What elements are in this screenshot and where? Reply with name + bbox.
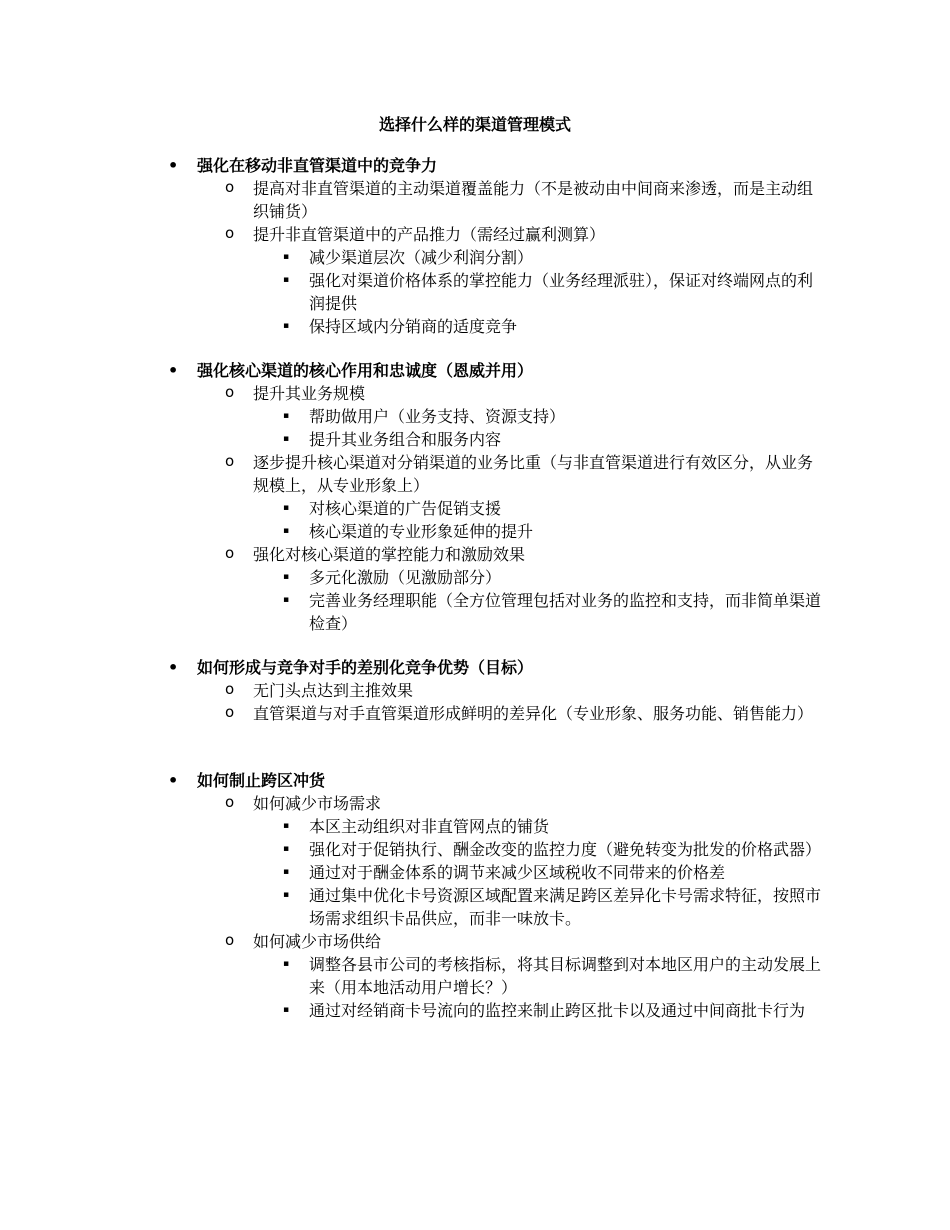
bullet-circle-icon: o <box>225 383 235 401</box>
bullet-circle-icon: o <box>225 931 235 949</box>
sub-list-item-text: 通过集中优化卡号资源区域配置来满足跨区差异化卡号需求特征，按照市场需求组织卡品供应，而非一味放卡。 <box>309 886 822 928</box>
sub-list-item <box>283 269 821 315</box>
sub-list-item-text: 核心渠道的专业形象延伸的提升 <box>309 522 534 541</box>
section-heading-text: 如何形成与竞争对手的差别化竞争优势（目标） <box>197 658 534 677</box>
sub-list-item-text: 减少渠道层次（减少利润分割） <box>309 248 534 267</box>
list-item <box>225 177 821 223</box>
sub-list-item <box>283 246 821 269</box>
document-title: 选择什么样的渠道管理模式 <box>378 115 571 134</box>
sub-list-item <box>283 428 821 451</box>
bullet-square-icon: ▪ <box>283 321 290 331</box>
bullet-square-icon: ▪ <box>283 867 290 877</box>
list-item-text: 强化对核心渠道的掌控能力和激励效果 <box>253 545 526 564</box>
bullet-circle-icon: o <box>225 680 235 698</box>
sub-list-item-text: 强化对于促销执行、酬金改变的监控力度（避免转变为批发的价格武器） <box>309 840 822 859</box>
bullet-square-icon: ▪ <box>283 526 290 536</box>
bullet-square-icon: ▪ <box>283 890 290 900</box>
sub-list-item-text: 提升其业务组合和服务内容 <box>309 430 502 449</box>
section-heading <box>168 359 817 382</box>
list-item-text: 提升其业务规模 <box>253 384 366 403</box>
bullet-square-icon: ▪ <box>283 959 290 969</box>
sub-list-item <box>283 815 821 838</box>
bullet-circle-icon: o <box>225 178 235 196</box>
list-item <box>225 543 821 566</box>
bullet-circle-icon: o <box>225 224 235 242</box>
sub-list-item <box>283 589 822 635</box>
section-heading <box>168 154 817 177</box>
list-item-text: 提高对非直管渠道的主动渠道覆盖能力（不是被动由中间商来渗透，而是主动组织铺货） <box>253 179 814 221</box>
sub-list-item-text: 完善业务经理职能（全方位管理包括对业务的监控和支持，而非简单渠道检查） <box>309 591 822 633</box>
bullet-square-icon: ▪ <box>283 572 290 582</box>
list-item-text: 直管渠道与对手直管渠道形成鲜明的差异化（专业形象、服务功能、销售能力） <box>253 704 814 723</box>
bullet-dot-icon: • <box>168 361 179 380</box>
section-spacer <box>0 725 950 769</box>
sub-list-item <box>283 315 821 338</box>
sub-list-item-text: 调整各县市公司的考核指标，将其目标调整到对本地区用户的主动发展上来（用本地活动用户增长？） <box>309 955 822 997</box>
bullet-square-icon: ▪ <box>283 252 290 262</box>
section-heading-text: 强化在移动非直管渠道中的竞争力 <box>197 156 438 175</box>
bullet-circle-icon: o <box>225 452 235 470</box>
bullet-square-icon: ▪ <box>283 275 290 285</box>
list-item <box>225 792 821 815</box>
bullet-dot-icon: • <box>168 658 179 677</box>
sub-list-item-text: 通过对经销商卡号流向的监控来制止跨区批卡以及通过中间商批卡行为 <box>309 1001 806 1020</box>
section-spacer <box>0 635 950 656</box>
bullet-dot-icon: • <box>168 156 179 175</box>
outline-body <box>0 154 950 1022</box>
bullet-dot-icon: • <box>168 771 179 790</box>
list-item <box>225 930 821 953</box>
section-heading <box>168 769 817 792</box>
section-heading-text: 强化核心渠道的核心作用和忠诚度（恩威并用） <box>197 361 534 380</box>
bullet-square-icon: ▪ <box>283 411 290 421</box>
list-item <box>225 223 821 246</box>
list-item <box>225 679 821 702</box>
bullet-square-icon: ▪ <box>283 434 290 444</box>
sub-list-item-text: 多元化激励（见激励部分） <box>309 568 502 587</box>
sub-list-item <box>283 953 822 999</box>
sub-list-item-text: 强化对渠道价格体系的掌控能力（业务经理派驻），保证对终端网点的利润提供 <box>309 271 814 313</box>
sub-list-item-text: 保持区域内分销商的适度竞争 <box>309 317 518 336</box>
section-spacer <box>0 338 950 359</box>
sub-list-item <box>283 861 821 884</box>
list-item-text: 无门头点达到主推效果 <box>253 681 414 700</box>
sub-list-item <box>283 497 821 520</box>
bullet-circle-icon: o <box>225 793 235 811</box>
list-item <box>225 702 821 725</box>
list-item-text: 逐步提升核心渠道对分销渠道的业务比重（与非直管渠道进行有效区分，从业务规模上，从专业形象上） <box>253 453 814 495</box>
sub-list-item-text: 本区主动组织对非直管网点的铺货 <box>309 817 550 836</box>
sub-list-item <box>283 884 822 930</box>
bullet-square-icon: ▪ <box>283 595 290 605</box>
bullet-circle-icon: o <box>225 703 235 721</box>
list-item-text: 如何减少市场供给 <box>253 932 382 951</box>
list-item-text: 如何减少市场需求 <box>253 794 382 813</box>
bullet-square-icon: ▪ <box>283 1005 290 1015</box>
bullet-square-icon: ▪ <box>283 503 290 513</box>
list-item <box>225 451 821 497</box>
section-heading <box>168 656 817 679</box>
sub-list-item-text: 通过对于酬金体系的调节来减少区域税收不同带来的价格差 <box>309 863 726 882</box>
sub-list-item <box>283 520 821 543</box>
list-item-text: 提升非直管渠道中的产品推力（需经过赢利测算） <box>253 225 606 244</box>
sub-list-item-text: 帮助做用户（业务支持、资源支持） <box>309 407 566 426</box>
section-heading-text: 如何制止跨区冲货 <box>197 771 326 790</box>
bullet-circle-icon: o <box>225 544 235 562</box>
bullet-square-icon: ▪ <box>283 844 290 854</box>
bullet-square-icon: ▪ <box>283 821 290 831</box>
sub-list-item <box>283 999 821 1022</box>
sub-list-item <box>283 566 821 589</box>
list-item <box>225 382 821 405</box>
sub-list-item <box>283 405 821 428</box>
sub-list-item <box>283 838 822 861</box>
sub-list-item-text: 对核心渠道的广告促销支援 <box>309 499 502 518</box>
